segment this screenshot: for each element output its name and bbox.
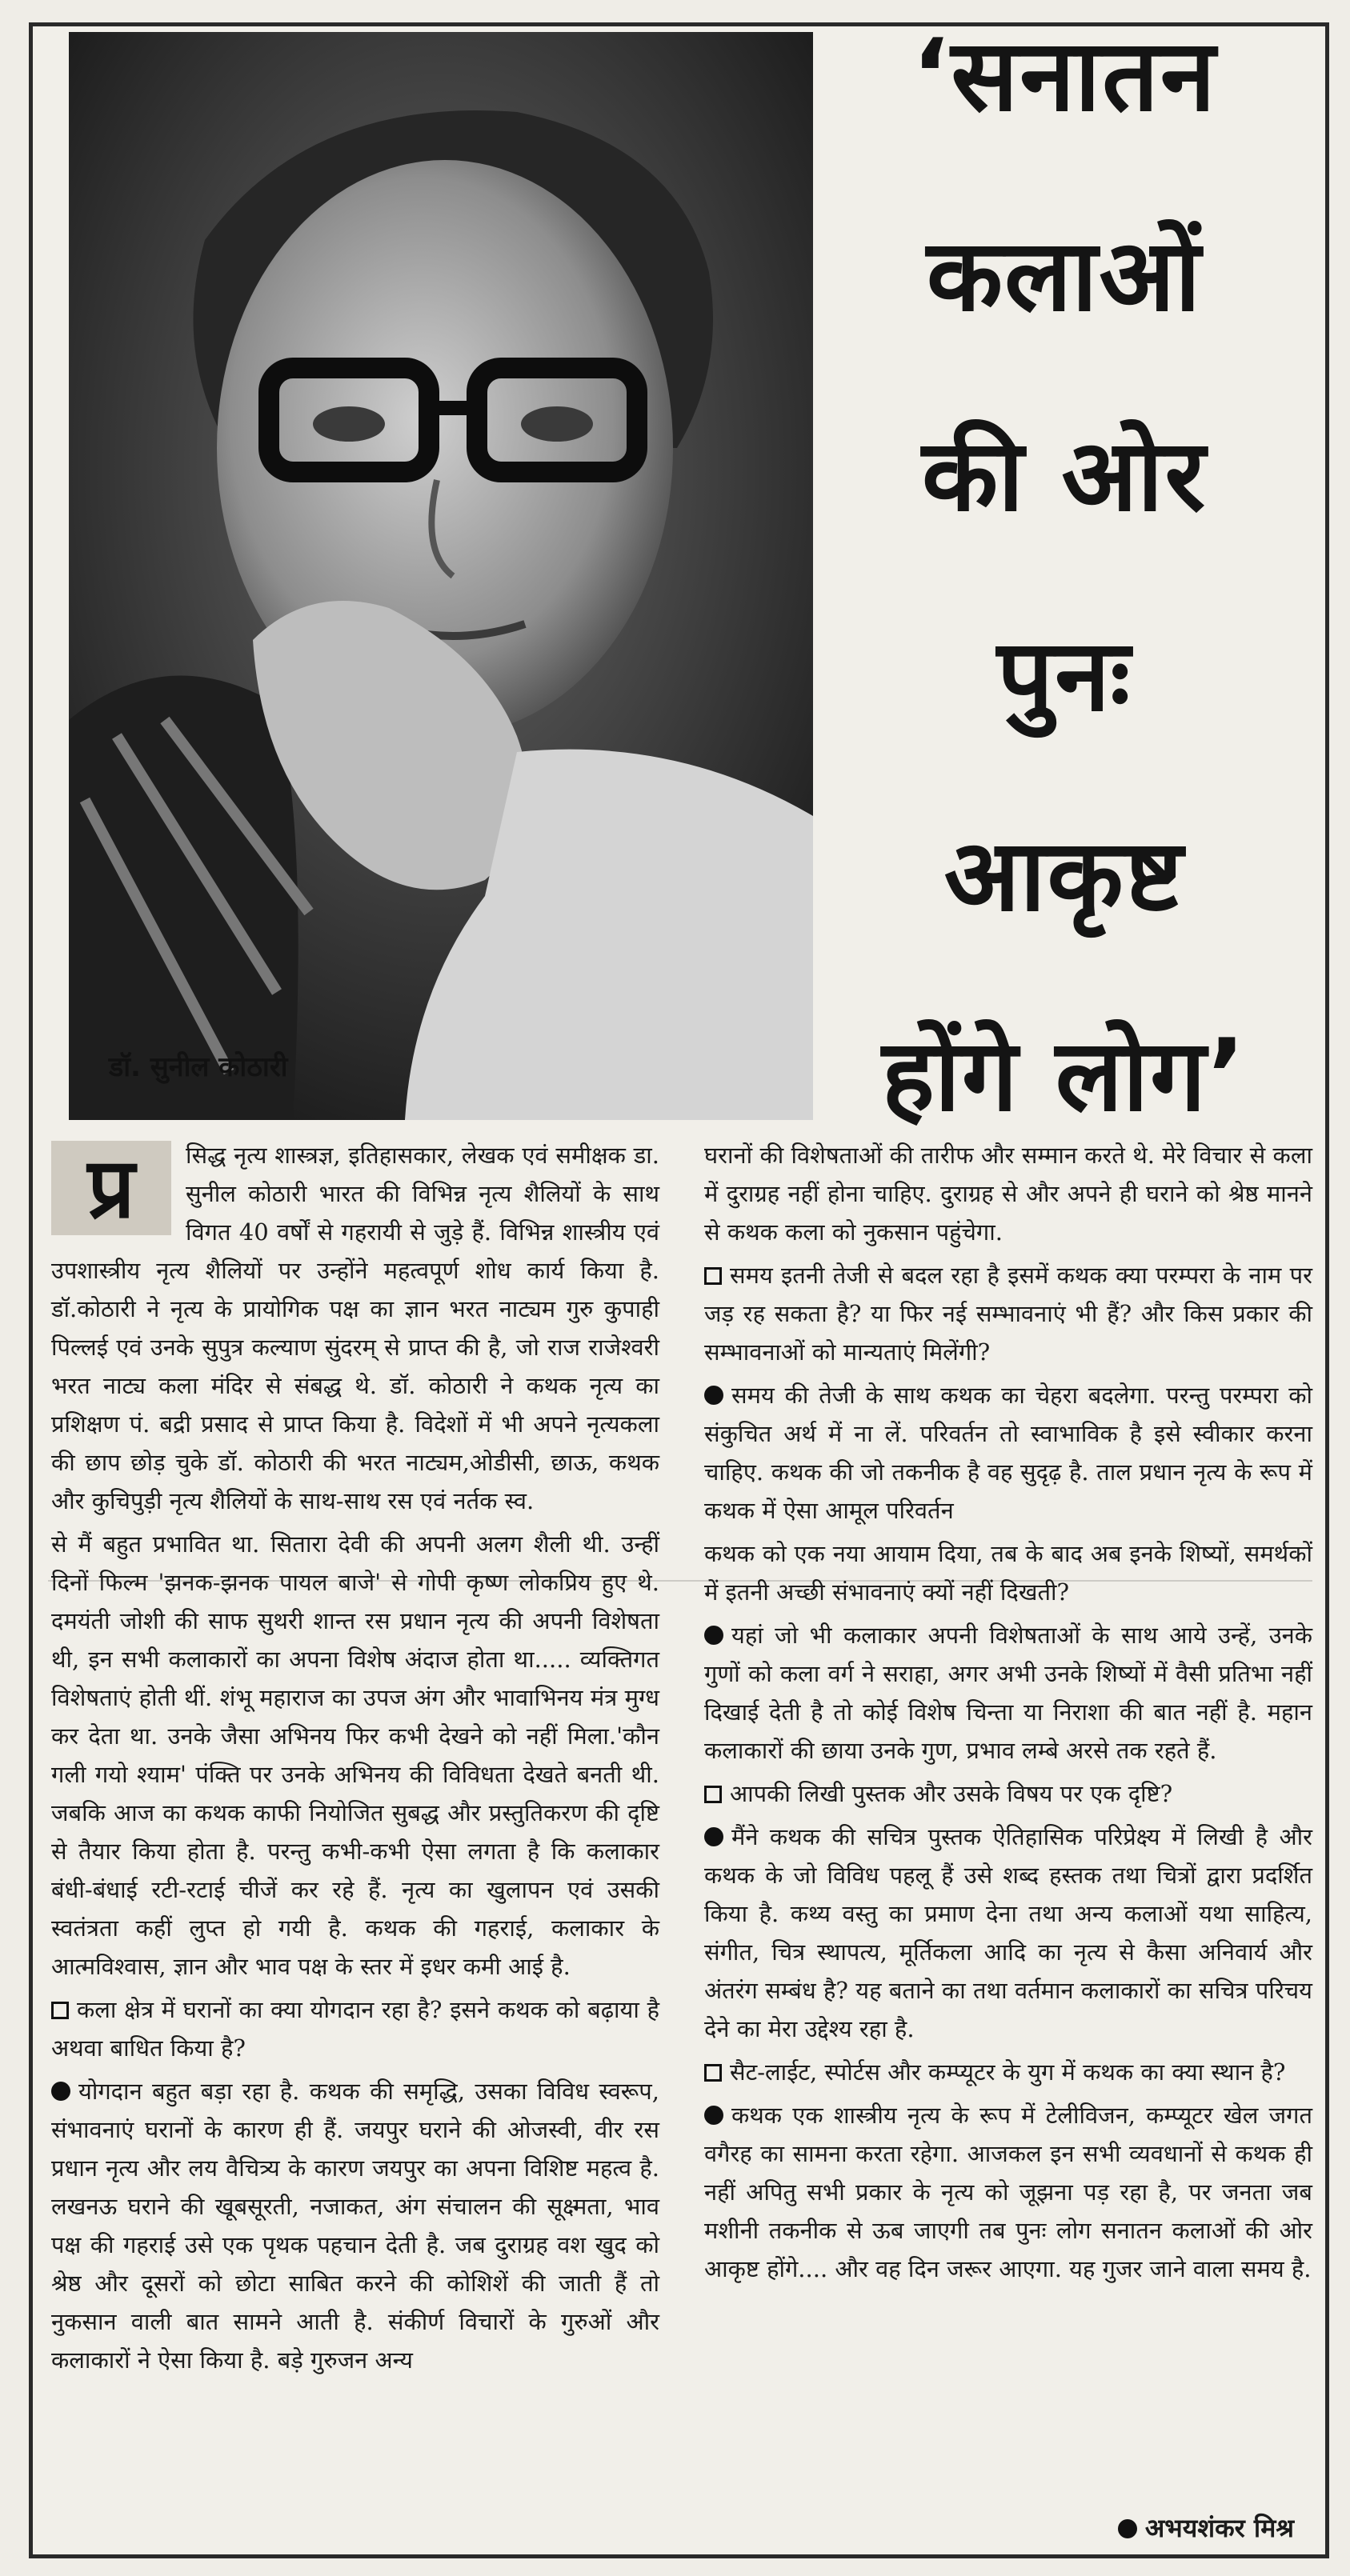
question [704, 1256, 1312, 1371]
answer [704, 1616, 1312, 1770]
article-column-left [51, 1136, 659, 2384]
paragraph: कथक को एक नया आयाम दिया, तब के बाद अब इनके शिष्यों, समर्थकों में इतनी अच्छी संभावनाएं क्यों नहीं दिखती? [704, 1540, 1312, 1606]
answer-text: योगदान बहुत बड़ा रहा है. कथक की समृद्धि, उसका विविध स्वरूप, संभावनाएं घरानों के कारण ही हैं. जयपुर घराने की ओजस्वी, वीर रस प्रधान नृत्य और लय वैचित्र्य के कारण जयपुर का अपना विशिष्ट महत्व है. लखनऊ घराने की खूबसूरती, नजाकत, अंग संचालन की सूक्ष्मता, भाव पक्ष की गहराई उसे एक पृथक पहचान देती है. जब दुराग्रह वश खुद को श्रेष्ठ और दूसरों को छोटा साबित करने की कोशिशें की जाती हैं तो नुकसान वाली बात सामने आती है. संकीर्ण विचारों के गुरुओं और कलाकारों ने ऐसा किया है. बड़े गुरुजन अन्य [51, 2078, 659, 2374]
byline-bullet-icon [1118, 2519, 1137, 2538]
answer [704, 1818, 1312, 2048]
paragraph: घरानों की विशेषताओं की तारीफ और सम्मान करते थे. मेरे विचार से कला में दुराग्रह नहीं होना चाहिए. दुराग्रह से और अपने ही घराने को श्रेष्ठ मानने से कथक कला को नुकसान पहुंचेगा. [704, 1142, 1312, 1246]
answer [51, 2072, 659, 2379]
question [704, 1774, 1312, 1813]
portrait-illustration [69, 32, 813, 1120]
answer [704, 2096, 1312, 2288]
question-box-icon [704, 1786, 722, 1803]
question-box-icon [704, 2064, 722, 2082]
question-text: समय इतनी तेजी से बदल रहा है इसमें कथक क्या परम्परा के नाम पर जड़ रह सकता है? या फिर नई सम्भावनाएं भी हैं? और किस प्रकार की सम्भावनाओं को मान्यताएं मिलेंगी? [704, 1262, 1312, 1366]
headline-line: आकृष्ट [943, 818, 1185, 934]
paragraph: से मैं बहुत प्रभावित था. सितारा देवी की अपनी अलग शैली थी. उन्हीं दिनों फिल्म 'झनक-झनक पायल बाजे' से गोपी कृष्ण लोकप्रिय हुए थे. दमयंती जोशी की साफ सुथरी शान्त रस प्रधान नृत्य की अपनी विशेषता थी, इन सभी कलाकारों का अपना विशेष अंदाज होता था..... व्यक्तिगत विशेषताएं होती थीं. शंभू महाराज का उपज अंग और भावाभिनय मंत्र मुग्ध कर देता था. उनके जैसा अभिनय फिर कभी देखने को नहीं मिला.'कौन गली गयो श्याम' पंक्ति पर उनके अभिनय की विविधता देखते बनती थी. जबकि आज का कथक काफी नियोजित सुबद्ध और प्रस्तुतिकरण की दृष्टि से तैयार किया होता है. परन्तु कभी-कभी ऐसा लगता है कि कलाकार बंधी-बंधाई रटी-रटाई चीजें कर रहे हैं. नृत्य का खुलापन एवं उसकी स्वतंत्रता कहीं लुप्त हो गयी है. कथक की गहराई, कलाकार के आत्मविश्वास, ज्ञान और भाव पक्ष के स्तर में इधर कमी आई है. [51, 1530, 659, 1980]
headline-line: कलाओं [926, 218, 1203, 334]
author-byline [1118, 2510, 1294, 2545]
author-name: अभयशंकर मिश्र [1144, 2513, 1294, 2543]
portrait-photo [69, 32, 813, 1120]
answer-bullet-icon [704, 1827, 723, 1846]
paragraph-text: सिद्ध नृत्य शास्त्रज्ञ, इतिहासकार, लेखक एवं समीक्षक डा. सुनील कोठारी भारत की विभिन्न नृत्य शैलियों के साथ विगत 40 वर्षों से गहरायी से जुड़े हैं. विभिन्न शास्त्रीय एवं उपशास्त्रीय नृत्य शैलियों पर उन्होंने महत्वपूर्ण शोध कार्य किया है. डॉ.कोठारी ने नृत्य के प्रायोगिक पक्ष का ज्ञान भरत नाट्यम गुरु कुपाही पिल्लई एवं उनके सुपुत्र कल्याण सुंदरम् से प्राप्त की है, जो राज राजेश्वरी भरत नाट्य कला मंदिर से संबद्ध थे. डॉ. कोठारी ने कथक नृत्य का प्रशिक्षण पं. बद्री प्रसाद से प्राप्त किया है. विदेशों में भी अपने नृत्यकला की छाप छोड़ चुके डॉ. कोठारी की भरत नाट्यम,ओडीसी, छाऊ, कथक और कुचिपुड़ी नृत्य शैलियों के साथ-साथ रस एवं नर्तक स्व. [51, 1142, 659, 1514]
question-text: सैट-लाईट, स्पोर्टस और कम्प्यूटर के युग में कथक का क्या स्थान है? [730, 2058, 1286, 2086]
headline [808, 18, 1320, 1134]
intro-paragraph [51, 1136, 659, 1520]
answer-bullet-icon [51, 2082, 70, 2101]
answer-bullet-icon [704, 1386, 723, 1405]
answer-text: मैंने कथक की सचित्र पुस्तक ऐतिहासिक परिप्रेक्ष्य में लिखी है और कथक के जो विविध पहलू हैं उसे शब्द हस्तक तथा चित्रों द्वारा प्रदर्शित किया है. कथ्य वस्तु का प्रमाण देना तथा अन्य कलाओं यथा साहित्य, संगीत, चित्र स्थापत्य, मूर्तिकला आदि का नृत्य से कैसा अनिवार्य और अंतरंग सम्बंध है? यह बताने का तथा वर्तमान कलाकारों का सचित्र परिचय देने का मेरा उद्देश्य रहा है. [704, 1823, 1313, 2042]
answer [704, 1376, 1312, 1530]
answer-text: कथक एक शास्त्रीय नृत्य के रूप में टेलीविजन, कम्प्यूटर खेल जगत वगैरह का सामना करता रहेगा. आजकल इन सभी व्यवधानों से कथक ही नहीं अपितु सभी प्रकार के नृत्य को जूझना पड़ रहा है, पर जनता जब मशीनी तकनीक से ऊब जाएगी तब पुनः लोग सनातन कलाओं की ओर आकृष्ट होंगे.... और वह दिन जरूर आएगा. यह गुजर जाने वाला समय है. [704, 2102, 1312, 2282]
headline-line: होंगे लोग’ [881, 1018, 1248, 1134]
article-column-right [704, 1136, 1312, 2293]
answer-bullet-icon [704, 1626, 723, 1645]
answer-bullet-icon [704, 2106, 723, 2125]
question-box-icon [704, 1267, 722, 1285]
answer-text: यहां जो भी कलाकार अपनी विशेषताओं के साथ आये उन्हें, उनके गुणों को कला वर्ग ने सराहा, अगर अभी उनके शिष्यों में वैसी प्रतिभा नहीं दिखाई देती है तो कोई विशेष चिन्ता या निराशा की बात नहीं है. महान कलाकारों की छाया उनके गुण, प्रभाव लम्बे अरसे तक रहते हैं. [704, 1622, 1312, 1764]
question-text: कला क्षेत्र में घरानों का क्या योगदान रहा है? इसने कथक को बढ़ाया है अथवा बाधित किया है? [51, 1996, 659, 2062]
question [704, 2053, 1312, 2091]
headline-line: की ओर [921, 418, 1208, 534]
headline-line: ‘सनातन [911, 18, 1217, 134]
headline-line: पुनः [996, 618, 1132, 734]
question-text: आपकी लिखी पुस्तक और उसके विषय पर एक दृष्टि? [730, 1780, 1173, 1807]
answer-text: समय की तेजी के साथ कथक का चेहरा बदलेगा. परन्तु परम्परा को संकुचित अर्थ में ना लें. परिवर्तन तो स्वाभाविक है इसे स्वीकार करना चाहिए. कथक की जो तकनीक है वह सुदृढ़ है. ताल प्रधान नृत्य के रूप में कथक में ऐसा आमूल परिवर्तन [704, 1382, 1312, 1524]
question-box-icon [51, 2002, 69, 2019]
drop-cap: प्र [51, 1141, 171, 1235]
question [51, 1990, 659, 2067]
photo-caption: डॉ. सुनील कोठारी [109, 1051, 288, 1083]
